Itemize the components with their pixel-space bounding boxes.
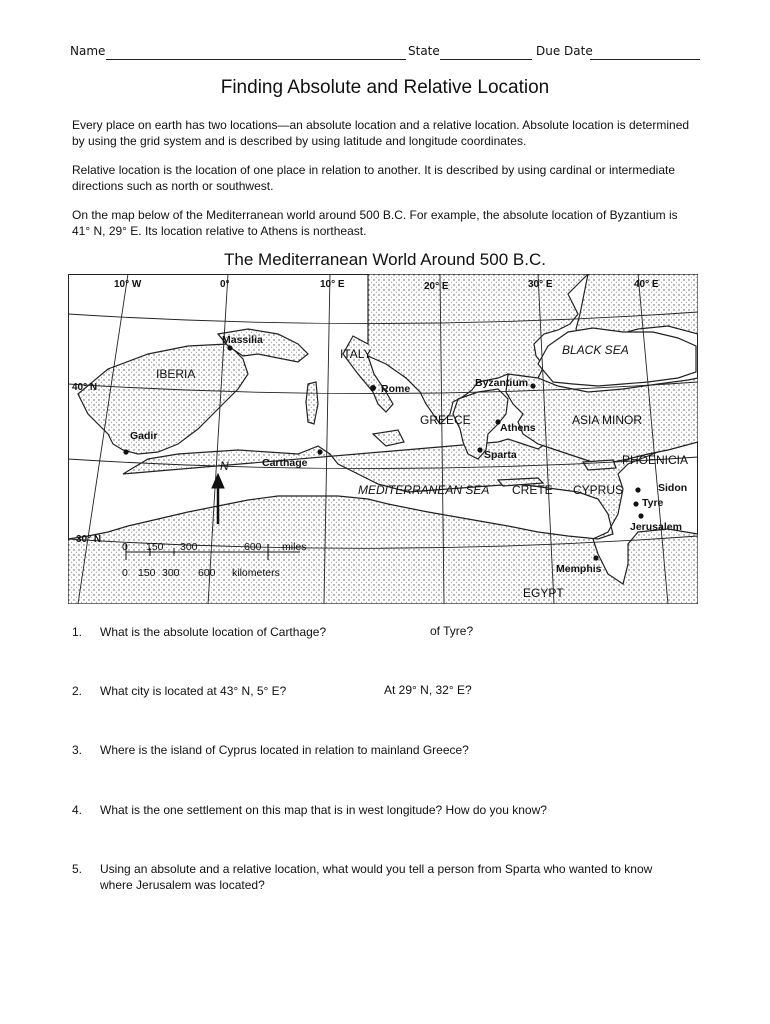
city-dot — [633, 501, 638, 506]
city-label-jerusalem: Jerusalem — [630, 521, 682, 533]
intro-paragraph-absolute: Every place on earth has two locations—an absolute location and a relative location. Absolute location is determined by using the grid system and is described by using latitude and longitude coordinates. — [72, 118, 690, 148]
scale-km-label: 150 — [138, 567, 156, 579]
city-dot — [635, 487, 640, 492]
latitude-label: 30° N — [76, 534, 102, 545]
city-label-byzantium: Byzantium — [475, 377, 529, 389]
city-label-massilia: Massilia — [222, 334, 263, 346]
city-label-athens: Athens — [500, 422, 536, 434]
region-label-italy: ITALY — [340, 347, 372, 361]
water-label-mediterranean: MEDITERRANEAN SEA — [358, 483, 490, 497]
scale-miles-label: 0 — [122, 541, 128, 553]
water-label-black-sea: BLACK SEA — [562, 343, 629, 357]
black-sea — [538, 328, 696, 386]
longitude-label: 10° E — [320, 279, 345, 290]
city-label-memphis: Memphis — [556, 563, 602, 575]
region-label-egypt: EGYPT — [523, 586, 564, 600]
region-label-iberia: IBERIA — [156, 367, 196, 381]
city-dot — [227, 345, 232, 350]
city-dot — [317, 449, 322, 454]
longitude-label: 30° E — [528, 279, 553, 290]
state-field[interactable] — [440, 59, 532, 60]
city-label-rome: Rome — [381, 383, 411, 395]
city-dot — [593, 555, 598, 560]
scale-miles-label: miles — [282, 541, 307, 553]
header-fields — [70, 44, 700, 62]
region-label-crete: CRETE — [512, 483, 553, 497]
longitude-label: 20° E — [424, 281, 449, 292]
region-label-greece: GREECE — [420, 413, 471, 427]
city-dot — [477, 447, 482, 452]
scale-km-label: kilometers — [232, 567, 280, 579]
question-2-extra: At 29° N, 32° E? — [384, 683, 472, 697]
page-title: Finding Absolute and Relative Location — [220, 77, 550, 98]
name-field[interactable] — [106, 59, 406, 60]
city-dot — [530, 383, 535, 388]
region-label-phoenicia: PHOENICIA — [622, 453, 689, 467]
scale-miles-label: 300 — [180, 541, 198, 553]
question-5: 5. Using an absolute and a relative location, what would you tell a person from Sparta who wanted to know where Jerusalem was located? — [72, 862, 653, 892]
question-1-extra: of Tyre? — [430, 624, 474, 638]
mediterranean-map — [68, 274, 698, 604]
scale-km-label: 300 — [162, 567, 180, 579]
north-label: N — [220, 459, 229, 473]
city-label-carthage: Carthage — [262, 457, 308, 469]
region-label-asia-minor: ASIA MINOR — [572, 413, 643, 427]
scale-km-label: 0 — [122, 567, 128, 579]
city-dot — [123, 449, 128, 454]
city-dot — [370, 385, 376, 391]
intro-paragraph-relative: Relative location is the location of one place in relation to another. It is described by using cardinal or intermediate directions such as north or southwest. — [72, 163, 676, 193]
due-date-field[interactable] — [590, 59, 700, 60]
latitude-label: 40° N — [72, 382, 98, 393]
map-title: The Mediterranean World Around 500 B.C. — [224, 250, 546, 269]
longitude-label: 40° E — [634, 279, 659, 290]
scale-miles-label: 150 — [146, 541, 164, 553]
name-label: Name — [70, 44, 106, 58]
city-label-sidon: Sidon — [658, 482, 688, 494]
city-dot — [638, 513, 643, 518]
due-date-label: Due Date — [536, 44, 593, 58]
region-label-cyprus: CYPRUS — [573, 483, 624, 497]
scale-km-label: 600 — [198, 567, 216, 579]
city-label-gadir: Gadir — [130, 430, 158, 442]
land-cyprus — [583, 460, 616, 470]
city-label-tyre: Tyre — [642, 497, 664, 509]
scale-miles-label: 600 — [244, 541, 262, 553]
longitude-label: 0° — [220, 279, 230, 290]
state-label: State — [408, 44, 440, 58]
longitude-label: 10° W — [114, 279, 142, 290]
city-label-sparta: Sparta — [484, 449, 517, 461]
intro-paragraph-example: On the map below of the Mediterranean world around 500 B.C. For example, the absolute location of Byzantium is 41° N, 29° E. Its location relative to Athens is northeast. — [72, 208, 678, 238]
